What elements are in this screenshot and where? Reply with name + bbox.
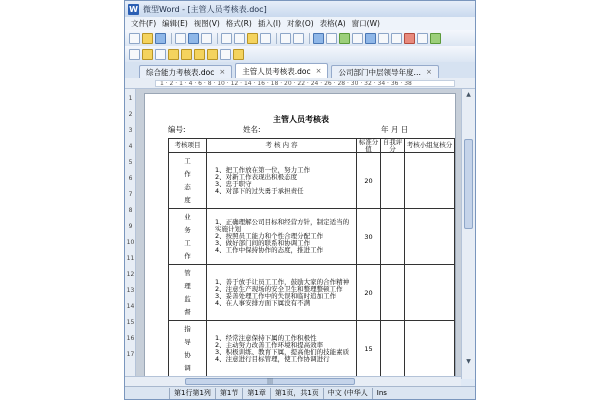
arrow-tool-icon[interactable]: [194, 49, 205, 60]
header-content: 考 核 内 容: [207, 139, 357, 153]
zoom-icon[interactable]: [391, 33, 402, 44]
status-chapter: 第1章: [242, 388, 269, 399]
app-window: [124, 0, 476, 400]
row-standard-score[interactable]: 20: [357, 265, 381, 321]
document-page[interactable]: [144, 93, 456, 376]
window-title: 微型Word - [主管人员考核表.doc]: [143, 4, 267, 14]
content-line: 2、主动努力改善工作环境和提高效率: [215, 340, 324, 349]
content-line: 2、按照员工能力和个性合理分配工作: [215, 232, 324, 240]
content-line: 1、正确理解公司目标和经营方针，制定适当的: [215, 218, 350, 226]
content-line: 4、对部下的过失勇于承担责任: [215, 186, 304, 195]
save-icon[interactable]: [155, 33, 166, 44]
drawing-icon[interactable]: [365, 33, 376, 44]
menu-window[interactable]: 窗口(W): [351, 19, 380, 28]
redo-icon[interactable]: [293, 33, 304, 44]
show-formatting-icon[interactable]: [378, 33, 389, 44]
ruler-number: 9: [128, 223, 133, 230]
columns-icon[interactable]: [352, 33, 363, 44]
ruler-number: 5: [128, 159, 133, 166]
open-folder-icon[interactable]: [142, 33, 153, 44]
hyperlink-icon[interactable]: [313, 33, 324, 44]
row-item-line: 指 导: [184, 324, 199, 346]
select-object-icon[interactable]: [129, 49, 140, 60]
document-area[interactable]: [136, 89, 461, 376]
toolbar-separator: [309, 33, 310, 44]
row-standard-score[interactable]: 30: [357, 209, 381, 265]
ruler-number: 6: [128, 175, 133, 182]
number-label: 编号:: [168, 125, 186, 134]
autoshape-icon[interactable]: [142, 49, 153, 60]
row-team-score[interactable]: [405, 265, 455, 321]
vertical-scroll-thumb[interactable]: [464, 139, 473, 229]
row-self-score[interactable]: [381, 153, 405, 209]
horizontal-scroll-thumb[interactable]: |||: [185, 378, 355, 385]
row-content[interactable]: [207, 321, 357, 377]
tab-comprehensive-assessment[interactable]: [139, 65, 232, 78]
row-team-score[interactable]: [405, 209, 455, 265]
document-tab-bar: [125, 62, 475, 78]
close-icon[interactable]: ×: [425, 68, 432, 76]
horizontal-scrollbar[interactable]: [125, 376, 461, 386]
row-item-line: 监 督: [184, 294, 199, 316]
date-label: 年 月 日: [381, 125, 409, 134]
cut-icon[interactable]: [221, 33, 232, 44]
ruler-number: 13: [126, 287, 135, 294]
status-line-col: 第1行第1列: [169, 388, 215, 399]
assessment-table[interactable]: [168, 138, 455, 376]
insert-symbol-icon[interactable]: [417, 33, 428, 44]
ruler-number: 16: [126, 335, 135, 342]
content-line: 4、注意进行目标管理，使工作协调进行: [215, 354, 330, 363]
tab-label: 主管人员考核表.doc: [242, 66, 311, 76]
row-self-score[interactable]: [381, 209, 405, 265]
content-line: 3、忠于职守: [215, 179, 252, 188]
print-preview-icon[interactable]: [188, 33, 199, 44]
tab-label: 公司部门中层领导年度…: [338, 67, 421, 77]
header-team: 考核小组复核分: [405, 139, 455, 153]
ruler-number: 7: [128, 191, 133, 198]
vertical-ruler[interactable]: [125, 89, 136, 379]
row-item-line: 协 调: [184, 350, 199, 372]
print-icon[interactable]: [175, 33, 186, 44]
ellipse-tool-icon[interactable]: [220, 49, 231, 60]
copy-icon[interactable]: [234, 33, 245, 44]
insert-table-icon[interactable]: [326, 33, 337, 44]
toolbar-separator: [276, 33, 277, 44]
table-row: [169, 209, 455, 265]
content-line: 1、善于放手让员工工作，鼓励大家的合作精神: [215, 277, 350, 286]
standard-toolbar: [125, 30, 475, 46]
undo-icon[interactable]: [280, 33, 291, 44]
content-line: 1、经常注意保持下属的工作积极性: [215, 333, 317, 342]
content-line: 3、妥善处理工作中的失误和临时追加工作: [215, 291, 337, 300]
horizontal-ruler[interactable]: [125, 78, 475, 89]
text-box-icon[interactable]: [168, 49, 179, 60]
row-item-line: 业 务: [184, 212, 199, 234]
row-item-line: 工 作: [184, 156, 199, 178]
content-line: 1、把工作放在第一位，努力工作: [215, 165, 311, 174]
font-color-icon[interactable]: [404, 33, 415, 44]
toolbar-separator: [217, 33, 218, 44]
ruler-number: 14: [126, 303, 135, 310]
content-line: 4、在人事安排方面下属没有不满: [215, 298, 311, 307]
row-item[interactable]: [169, 265, 207, 321]
table-row: [169, 321, 455, 377]
row-item[interactable]: [169, 321, 207, 377]
row-team-score[interactable]: [405, 321, 455, 377]
ruler-number: 3: [128, 127, 133, 134]
row-team-score[interactable]: [405, 153, 455, 209]
menu-bar: [125, 17, 475, 30]
ruler-number: 12: [126, 271, 135, 278]
status-language: 中文 (中华人: [323, 388, 372, 399]
ruler-number: 8: [128, 207, 133, 214]
ruler-number: 10: [126, 239, 135, 246]
ruler-number: 4: [128, 143, 133, 150]
ruler-number: 15: [126, 319, 135, 326]
word-app-icon[interactable]: W: [129, 4, 138, 14]
table-header-row: [169, 139, 455, 153]
content-line: 4、工作中保持协作的态度，推进工作: [215, 246, 324, 254]
scroll-down-arrow-icon[interactable]: ▼: [466, 358, 471, 365]
ruler-number: 17: [126, 351, 135, 358]
content-line: 实施计划: [215, 225, 241, 233]
tab-mid-level-annual[interactable]: [331, 65, 438, 78]
row-item-line: 工 作: [184, 238, 199, 260]
ruler-scale: 1 · 2 · 1 · 4 · 6 · 8 · 10 · 12 · 14 · 16 · 18 · 20 · 22 · 24 · 26 · 28 · 30 · 32 · 34 · 36 · 38: [155, 80, 455, 87]
status-section: 第1节: [215, 388, 242, 399]
find-icon[interactable]: [201, 33, 212, 44]
row-content[interactable]: [207, 153, 357, 209]
status-page-count: 第1页，共1页: [270, 388, 323, 399]
name-label: 姓名:: [243, 125, 261, 134]
row-item[interactable]: [169, 209, 207, 265]
line-tool-icon[interactable]: [181, 49, 192, 60]
scroll-up-arrow-icon[interactable]: ▲: [466, 91, 471, 98]
rectangle-tool-icon[interactable]: [207, 49, 218, 60]
header-standard: 标准分值: [357, 139, 381, 153]
content-line: 2、注意生产现场的安全卫生和整理整顿工作: [215, 284, 343, 293]
table-row: [169, 153, 455, 209]
menu-object[interactable]: 对象(O): [286, 19, 314, 28]
menu-view[interactable]: 视图(V): [193, 19, 220, 28]
drawing-toolbar: [125, 46, 475, 62]
content-line: 3、积极训练、教育下属，提高他们的技能素质: [215, 347, 350, 356]
menu-format[interactable]: 格式(R): [225, 19, 252, 28]
tab-supervisor-assessment[interactable]: [235, 63, 328, 78]
content-line: 2、对新工作表现出积极态度: [215, 172, 298, 181]
status-bar: [125, 386, 475, 400]
tab-label: 综合能力考核表.doc: [146, 67, 215, 77]
title-bar: [125, 1, 475, 17]
wordart-icon[interactable]: [233, 49, 244, 60]
menu-edit[interactable]: 编辑(E): [162, 19, 188, 28]
ruler-number: 2: [128, 111, 133, 118]
ruler-number: 1: [128, 95, 133, 102]
row-self-score[interactable]: [381, 265, 405, 321]
table-row: [169, 265, 455, 321]
menu-insert[interactable]: 插入(I): [257, 19, 281, 28]
insert-image-icon[interactable]: [339, 33, 350, 44]
spellcheck-icon[interactable]: [430, 33, 441, 44]
row-standard-score[interactable]: 20: [357, 153, 381, 209]
close-icon[interactable]: ×: [315, 67, 322, 75]
menu-table[interactable]: 表格(A): [319, 19, 346, 28]
status-insert-mode[interactable]: Ins: [372, 388, 391, 399]
ruler-number: 11: [126, 255, 135, 262]
format-painter-icon[interactable]: [260, 33, 271, 44]
row-content[interactable]: [207, 265, 357, 321]
row-content[interactable]: [207, 209, 357, 265]
row-standard-score[interactable]: 15: [357, 321, 381, 377]
row-item[interactable]: [169, 153, 207, 209]
close-icon[interactable]: ×: [219, 68, 226, 76]
menu-file[interactable]: 文件(F): [131, 19, 157, 28]
document-title: 主管人员考核表: [273, 115, 329, 124]
rotate-icon[interactable]: [155, 49, 166, 60]
new-document-icon[interactable]: [129, 33, 140, 44]
paste-icon[interactable]: [247, 33, 258, 44]
vertical-scrollbar[interactable]: [461, 89, 475, 379]
header-self: 自我评分: [381, 139, 405, 153]
row-self-score[interactable]: [381, 321, 405, 377]
toolbar-separator: [171, 33, 172, 44]
row-item-line: 管 理: [184, 268, 199, 290]
row-item-line: 态 度: [184, 182, 199, 204]
header-item: 考核项目: [169, 139, 207, 153]
content-line: 3、做好部门间的联系和协调工作: [215, 239, 311, 247]
